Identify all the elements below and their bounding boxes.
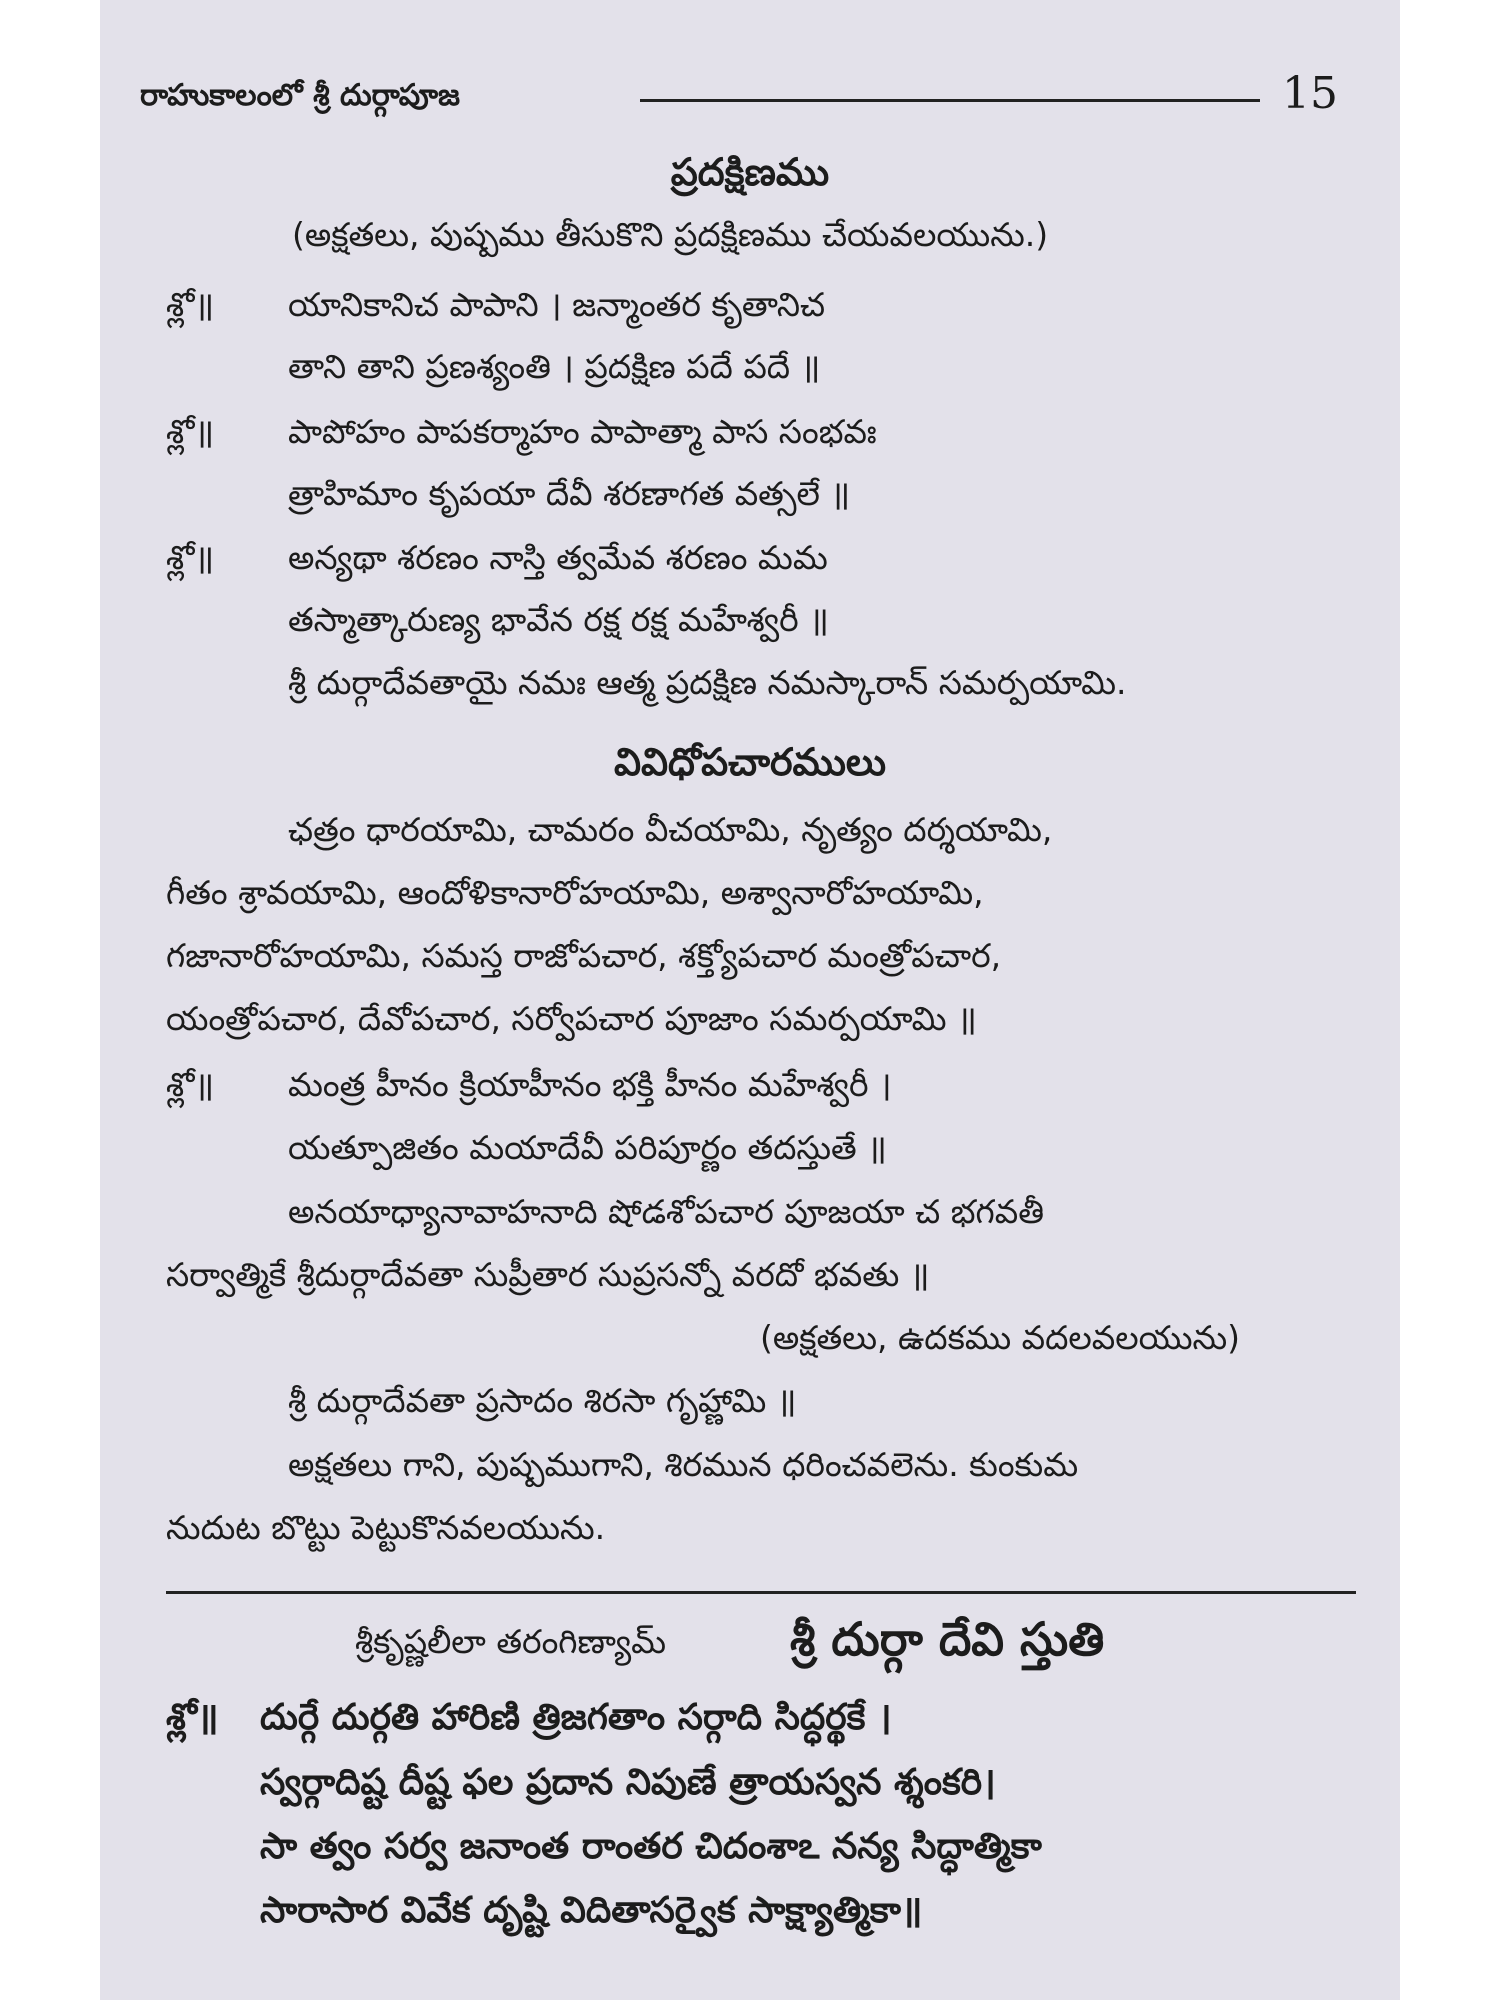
section-separator <box>166 1591 1356 1594</box>
paragraph-line: ఛత్రం ధారయామి, చామరం వీచయామి, నృత్యం దర్శయామి, <box>288 810 1053 849</box>
prasada-line: శ్రీ దుర్గాదేవతా ప్రసాదం శిరసా గృహ్ణామి ॥ <box>288 1381 797 1420</box>
book-page <box>100 0 1400 2000</box>
sloka-line: తస్మాత్కారుణ్య భావేన రక్ష రక్ష మహేశ్వరీ ॥ <box>288 600 829 639</box>
paragraph-line: యంత్రోపచార, దేవోపచార, సర్వోపచార పూజాం సమర్పయామి ॥ <box>166 999 977 1038</box>
offering-line: శ్రీ దుర్గాదేవతాయై నమః ఆత్మ ప్రదక్షిణ నమస్కారాన్ సమర్పయామి. <box>288 663 1127 702</box>
instruction-line: (అక్షతలు, పుష్పము తీసుకొని ప్రదక్షిణము చేయవలయును.) <box>292 215 1049 254</box>
note-line: (అక్షతలు, ఉదకము వదలవలయును) <box>760 1318 1240 1357</box>
stuti-line: దుర్గే దుర్గతి హారిణి త్రిజగతాం సర్గాది సిద్ధర్థకే । <box>260 1697 892 1738</box>
sloka-marker: శ్లో॥ <box>166 412 215 451</box>
paragraph-line: అనయాధ్యానావాహనాది షోడశోపచార పూజయా చ భగవతీ <box>288 1192 1045 1231</box>
sloka-line: పాపోహం పాపకర్మాహం పాపాత్మా పాస సంభవః <box>288 412 877 451</box>
page-number: 15 <box>1282 68 1338 119</box>
sloka-line: యత్పూజితం మయాదేవీ పరిపూర్ణం తదస్తుతే ॥ <box>288 1128 887 1167</box>
sloka-marker: శ్లో॥ <box>166 285 215 324</box>
paragraph-line: సర్వాత్మికే శ్రీదుర్గాదేవతా సుప్రీతార సుప్రసన్నో వరదో భవతు ॥ <box>166 1255 930 1294</box>
section-heading-pradakshina: ప్రదక్షిణము <box>670 150 830 194</box>
stuti-line: సా త్వం సర్వ జనాంత రాంతర చిదంశాఽ నన్య సిద్ధాత్మికా <box>260 1826 1042 1867</box>
sloka-line: యానికానిచ పాపాని । జన్మాంతర కృతానిచ <box>288 285 826 324</box>
sloka-line: తాని తాని ప్రణశ్యంతి । ప్రదక్షిణ పదే పదే ॥ <box>288 347 821 386</box>
stuti-title: శ్రీ దుర్గా దేవి స్తుతి <box>790 1612 1105 1666</box>
closing-line: అక్షతలు గాని, పుష్పముగాని, శిరమున ధరించవలెను. కుంకుమ <box>288 1445 1079 1484</box>
sloka-line: అన్యథా శరణం నాస్తి త్వమేవ శరణం మమ <box>288 538 828 577</box>
closing-line: నుదుట బొట్టు పెట్టుకొనవలయును. <box>166 1508 606 1547</box>
sloka-line: త్రాహిమాం కృపయా దేవీ శరణాగత వత్సలే ॥ <box>288 474 851 513</box>
sloka-line: మంత్ర హీనం క్రియాహీనం భక్తి హీనం మహేశ్వరీ । <box>288 1065 892 1104</box>
sloka-marker: శ్లో॥ <box>166 1065 215 1104</box>
sloka-marker: శ్లో॥ <box>166 538 215 577</box>
stuti-line: స్వర్గాదిష్ట దీష్ట ఫల ప్రదాన నిపుణే త్రాయస్వన శ్శంకరి। <box>260 1762 996 1803</box>
paragraph-line: గజానారోహయామి, సమస్త రాజోపచార, శక్త్యోపచార మంత్రోపచార, <box>166 936 1002 975</box>
stuti-line: సారాసార వివేక దృష్టి విదితాసర్వైక సాక్ష్యాత్మికా॥ <box>260 1890 923 1931</box>
header-rule <box>640 99 1260 102</box>
stuti-subtitle: శ్రీకృష్ణలీలా తరంగిణ్యామ్ <box>355 1622 667 1661</box>
paragraph-line: గీతం శ్రావయామి, ఆందోళికానారోహయామి, అశ్వానారోహయామి, <box>166 873 984 912</box>
running-title: రాహుకాలంలో శ్రీ దుర్గాపూజ <box>140 78 460 113</box>
sloka-marker: శ్లో॥ <box>166 1697 219 1738</box>
section-heading-upachara: వివిధోపచారములు <box>613 740 886 784</box>
